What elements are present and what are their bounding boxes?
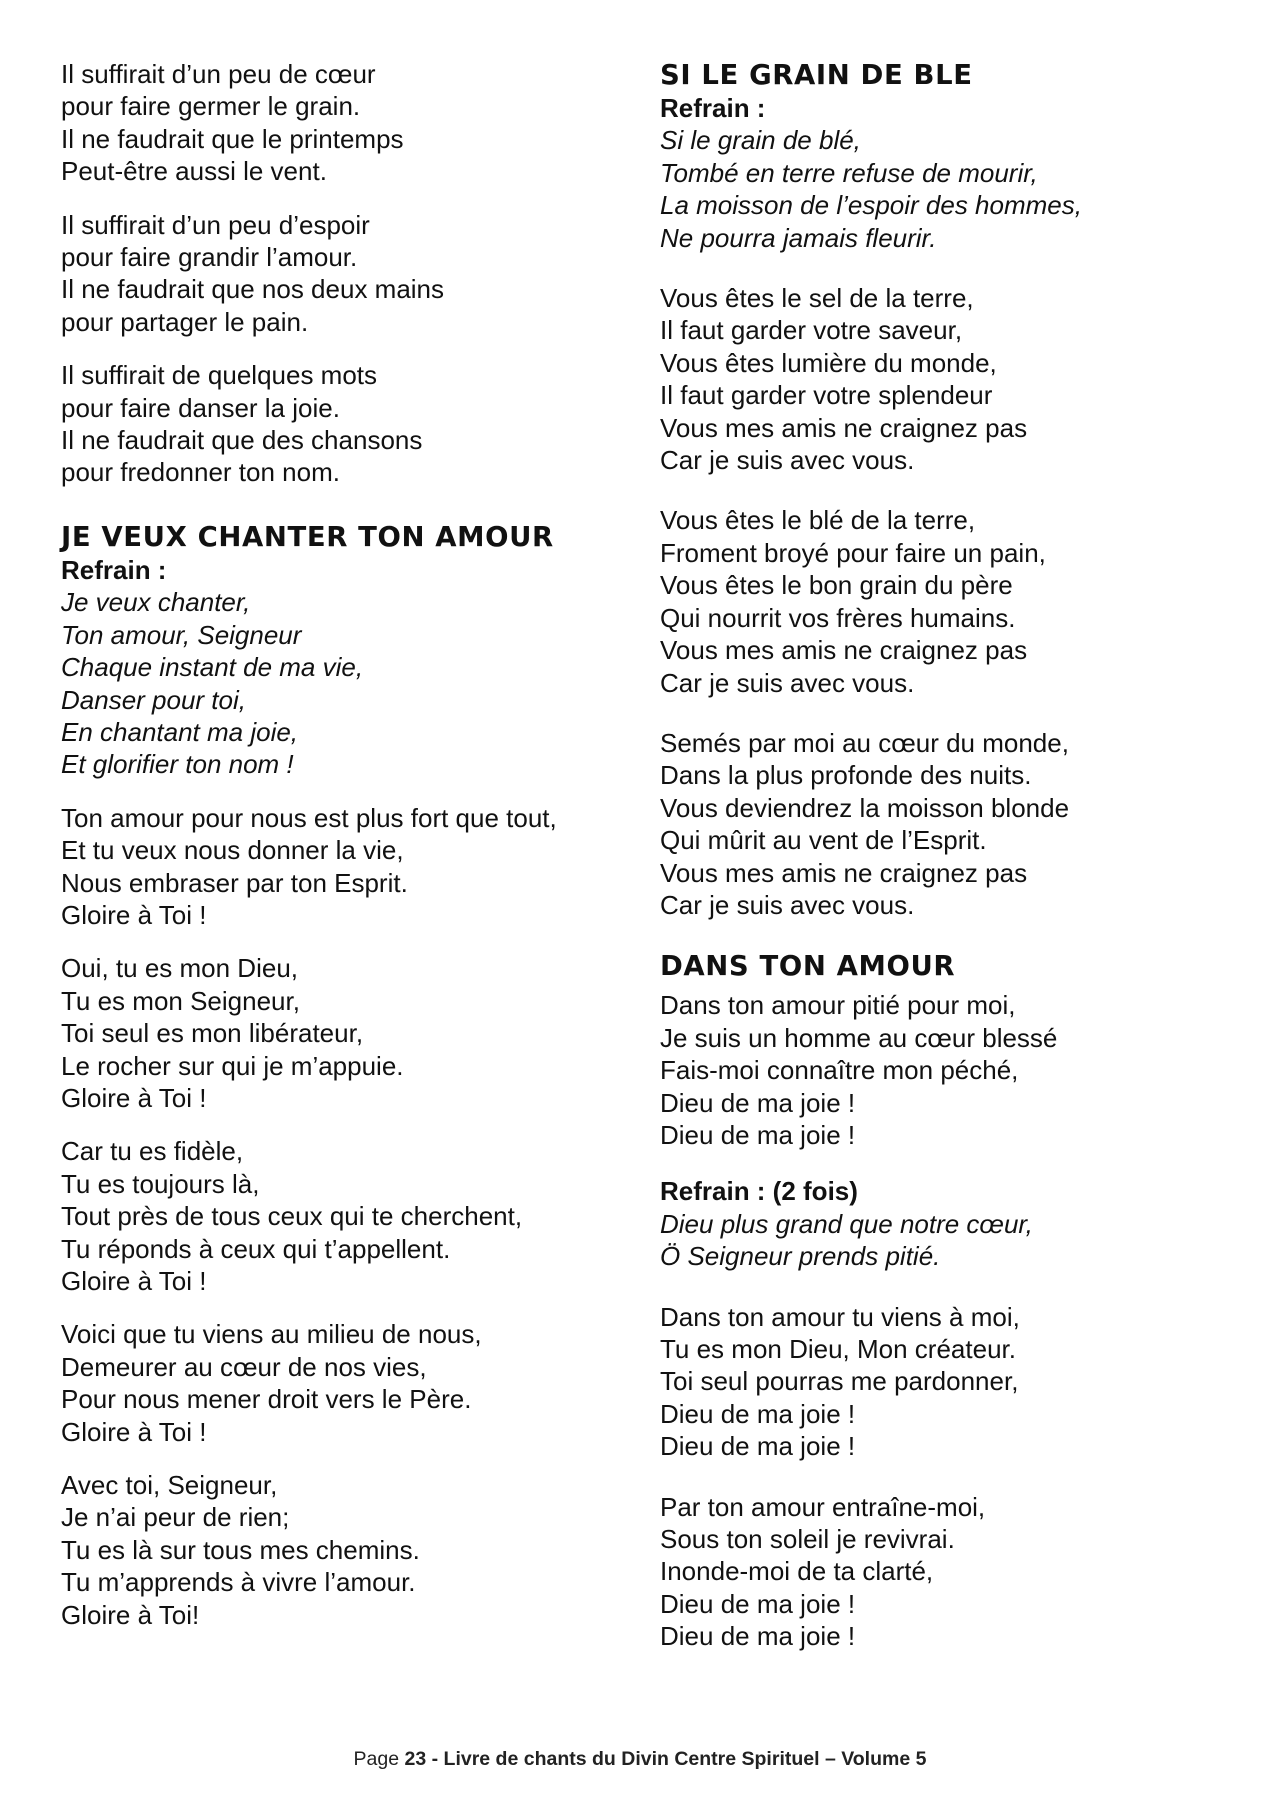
lyric-line: Voici que tu viens au milieu de nous, [61,1319,482,1350]
lyric-line: Il faut garder votre splendeur [660,380,993,411]
lyric-line: Dans ton amour pitié pour moi, [660,990,1016,1021]
lyric-line: Demeurer au cœur de nos vies, [61,1351,427,1382]
right-column [660,58,1240,1674]
lyric-line: pour faire danser la joie. [61,392,340,423]
refrain [660,124,1240,254]
lyric-line: Dans la plus profonde des nuits. [660,760,1032,791]
lyric-line: Toi seul pourras me pardonner, [660,1366,1019,1397]
lyric-line: Vous deviendrez la moisson blonde [660,792,1070,823]
lyric-line: Dieu de ma joie ! [660,1588,856,1619]
refrain-line: Ne pourra jamais fleurir. [660,222,937,253]
lyric-line: Il ne faudrait que le printemps [61,123,404,154]
refrain-line: Tombé en terre refuse de mourir, [660,157,1038,188]
refrain-line: Ton amour, Seigneur [61,619,302,650]
lyric-line: Pour nous mener droit vers le Père. [61,1384,472,1415]
lyric-line: Gloire à Toi ! [61,899,207,930]
lyric-line: Vous êtes le bon grain du père [660,570,1013,601]
song-title-je-veux-chanter: JE VEUX CHANTER TON AMOUR [61,520,554,553]
lyric-line: Vous mes amis ne craignez pas [660,412,1028,443]
lyric-line: Il suffirait de quelques mots [61,360,378,391]
lyric-line: Il ne faudrait que des chansons [61,425,423,456]
intro-stanza-3 [61,359,621,489]
lyric-line: pour fredonner ton nom. [61,457,340,488]
lyric-line: Car je suis avec vous. [660,889,915,920]
lyric-line: Froment broyé pour faire un pain, [660,537,1046,568]
lyric-line: Car je suis avec vous. [660,445,915,476]
verse-1 [660,989,1240,1151]
lyric-line: Toi seul es mon libérateur, [61,1018,364,1049]
lyric-line: Gloire à Toi ! [61,1266,207,1296]
verse-1 [660,282,1240,476]
lyric-line: Je suis un homme au cœur blessé [660,1022,1058,1053]
lyric-line: Par ton amour entraîne-moi, [660,1491,986,1522]
lyric-line: Dans ton amour tu viens à moi, [660,1301,1020,1332]
lyric-line: Qui mûrit au vent de l’Esprit. [660,825,987,856]
refrain-label: Refrain : [660,93,766,123]
refrain-line: Dieu plus grand que notre cœur, [660,1208,1033,1239]
footer-book-title: - Livre de chants du Divin Centre Spirituel – Volume 5 [426,1748,927,1770]
lyric-line: Tu réponds à ceux qui t’appellent. [61,1233,451,1264]
lyric-line: Il suffirait d’un peu d’espoir [61,209,370,240]
lyric-line: Tout près de tous ceux qui te cherchent, [61,1201,523,1232]
lyric-line: Fais-moi connaître mon péché, [660,1055,1019,1086]
lyric-line: pour partager le pain. [61,306,309,337]
lyric-line: Le rocher sur qui je m’appuie. [61,1050,404,1081]
lyric-line: pour faire germer le grain. [61,91,361,122]
verse-2 [660,1301,1240,1463]
lyric-line: Peut-être aussi le vent. [61,156,327,187]
lyric-line: Il ne faudrait que nos deux mains [61,274,445,305]
lyric-line: Dieu de ma joie ! [660,1119,856,1150]
refrain-line: Chaque instant de ma vie, [61,652,364,683]
lyric-line: Tu es mon Dieu, Mon créateur. [660,1334,1016,1364]
left-column [61,58,621,1652]
lyric-line: Dieu de ma joie ! [660,1431,856,1462]
verse-5 [61,1469,621,1631]
refrain-label: Refrain : [61,554,167,585]
refrain-line: Et glorifier ton nom ! [61,749,294,780]
lyric-line: Dieu de ma joie ! [660,1398,856,1429]
lyric-line: Avec toi, Seigneur, [61,1470,278,1501]
lyric-line: Vous êtes le blé de la terre, [660,505,976,536]
lyric-line: Dieu de ma joie ! [660,1621,856,1652]
lyric-line: Tu es mon Seigneur, [61,985,300,1016]
verse-3 [61,1135,621,1297]
song-title-si-le-grain: SI LE GRAIN DE BLE [660,59,973,91]
lyric-line: Semés par moi au cœur du monde, [660,727,1069,758]
lyric-line: Gloire à Toi! [61,1599,200,1630]
refrain-line: Je veux chanter, [61,587,251,618]
lyric-line: Il faut garder votre saveur, [660,315,963,346]
lyric-line: Sous ton soleil je revivrai. [660,1524,955,1555]
lyric-line: Je n’ai peur de rien; [61,1502,290,1533]
lyric-line: Inonde-moi de ta clarté, [660,1556,934,1587]
lyric-line: Tu es toujours là, [61,1168,260,1199]
lyric-line: Dieu de ma joie ! [660,1087,856,1118]
lyric-line: Nous embraser par ton Esprit. [61,867,408,898]
lyric-line: Vous êtes le sel de la terre, [660,283,974,314]
lyric-line: Vous êtes lumière du monde, [660,347,997,378]
lyric-line: pour faire grandir l’amour. [61,242,358,273]
lyric-line: Tu m’apprends à vivre l’amour. [61,1567,416,1598]
song-title-dans-ton-amour: DANS TON AMOUR [660,950,956,983]
verse-2 [660,504,1240,698]
lyric-line: Car je suis avec vous. [660,667,915,698]
verse-2 [61,952,621,1114]
refrain-line: En chantant ma joie, [61,716,299,747]
verse-1 [61,802,621,932]
refrain-line: La moisson de l’espoir des hommes, [660,190,1082,221]
lyric-line: Qui nourrit vos frères humains. [660,602,1016,633]
refrain [61,586,621,780]
lyric-line: Oui, tu es mon Dieu, [61,953,298,984]
lyric-line: Gloire à Toi ! [61,1082,207,1113]
refrain [660,1208,1240,1273]
lyric-line: Et tu veux nous donner la vie, [61,835,404,866]
verse-3 [660,727,1240,921]
intro-stanza-1 [61,58,621,188]
lyric-line: Car tu es fidèle, [61,1136,244,1167]
footer-prefix: Page [353,1748,405,1770]
lyric-line: Gloire à Toi ! [61,1416,207,1447]
verse-4 [61,1318,621,1448]
page-footer [0,1748,1280,1771]
lyric-line: Il suffirait d’un peu de cœur [61,59,376,89]
intro-stanza-2 [61,209,621,339]
page-number: 23 [404,1748,427,1770]
refrain-line: Ö Seigneur prends pitié. [660,1241,941,1272]
lyric-line: Ton amour pour nous est plus fort que tout, [61,802,557,833]
lyric-line: Vous mes amis ne craignez pas [660,857,1028,888]
refrain-line: Si le grain de blé, [660,125,861,156]
refrain-line: Danser pour toi, [61,684,246,715]
lyric-line: Tu es là sur tous mes chemins. [61,1534,420,1565]
lyric-line: Vous mes amis ne craignez pas [660,635,1028,666]
verse-3 [660,1491,1240,1653]
refrain-label: Refrain : (2 fois) [660,1176,858,1207]
